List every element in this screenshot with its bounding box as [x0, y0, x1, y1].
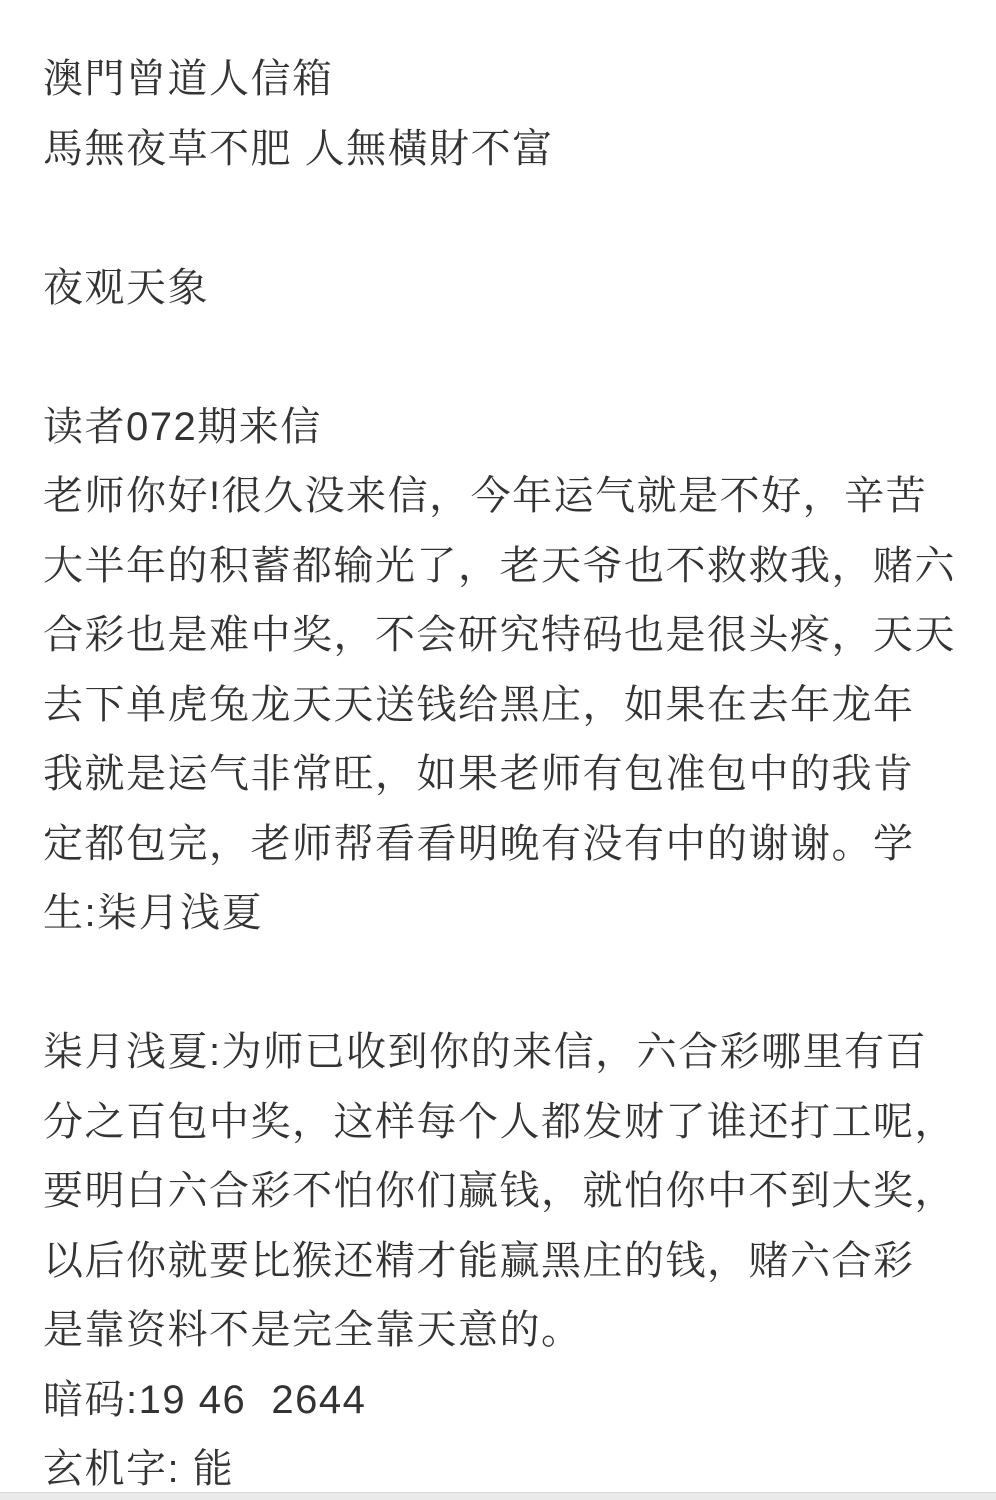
blank-line — [43, 323, 968, 393]
bottom-edge-bar — [0, 1492, 996, 1500]
line-letter-body-4: 去下单虎兔龙天天送钱给黑庄，如果在去年龙年 — [43, 682, 915, 727]
line-reply-4: 以后你就要比猴还精才能赢黑庄的钱，赌六合彩 — [43, 1238, 915, 1283]
line-letter-body-1: 老师你好!很久没来信，今年运气就是不好，辛苦 — [43, 474, 928, 518]
blank-line — [43, 184, 968, 254]
line-letter-body-2: 大半年的积蓄都输光了，老天爷也不救救我，赌六 — [43, 543, 956, 588]
line-dark-code: 暗码:19 46 2644 — [43, 1377, 367, 1422]
line-letter-body-3: 合彩也是难中奖，不会研究特码也是很头疼，天天 — [43, 613, 956, 657]
line-mystery-word: 玄机字: 能 — [43, 1447, 235, 1491]
line-letter-heading: 读者072期来信 — [43, 404, 322, 449]
line-reply-2: 分之百包中奖，这样每个人都发财了谁还打工呢， — [43, 1099, 956, 1144]
line-proverb: 馬無夜草不肥 人無橫財不富 — [43, 126, 554, 171]
line-night-observation: 夜观天象 — [43, 265, 209, 310]
line-reply-3: 要明白六合彩不怕你们赢钱，就怕你中不到大奖， — [43, 1169, 956, 1213]
line-letter-body-6: 定都包完，老师帮看看明晚有没有中的谢谢。学 — [43, 821, 915, 866]
line-reply-1: 柒月浅夏:为师已收到你的来信，六合彩哪里有百 — [43, 1030, 928, 1074]
line-letter-body-5: 我就是运气非常旺，如果老师有包准包中的我肯 — [43, 752, 915, 796]
line-reply-5: 是靠资料不是完全靠天意的。 — [43, 1308, 583, 1352]
line-title: 澳門曾道人信箱 — [43, 57, 334, 101]
blank-line — [43, 949, 968, 1019]
line-letter-signature: 生:柒月浅夏 — [43, 891, 264, 935]
